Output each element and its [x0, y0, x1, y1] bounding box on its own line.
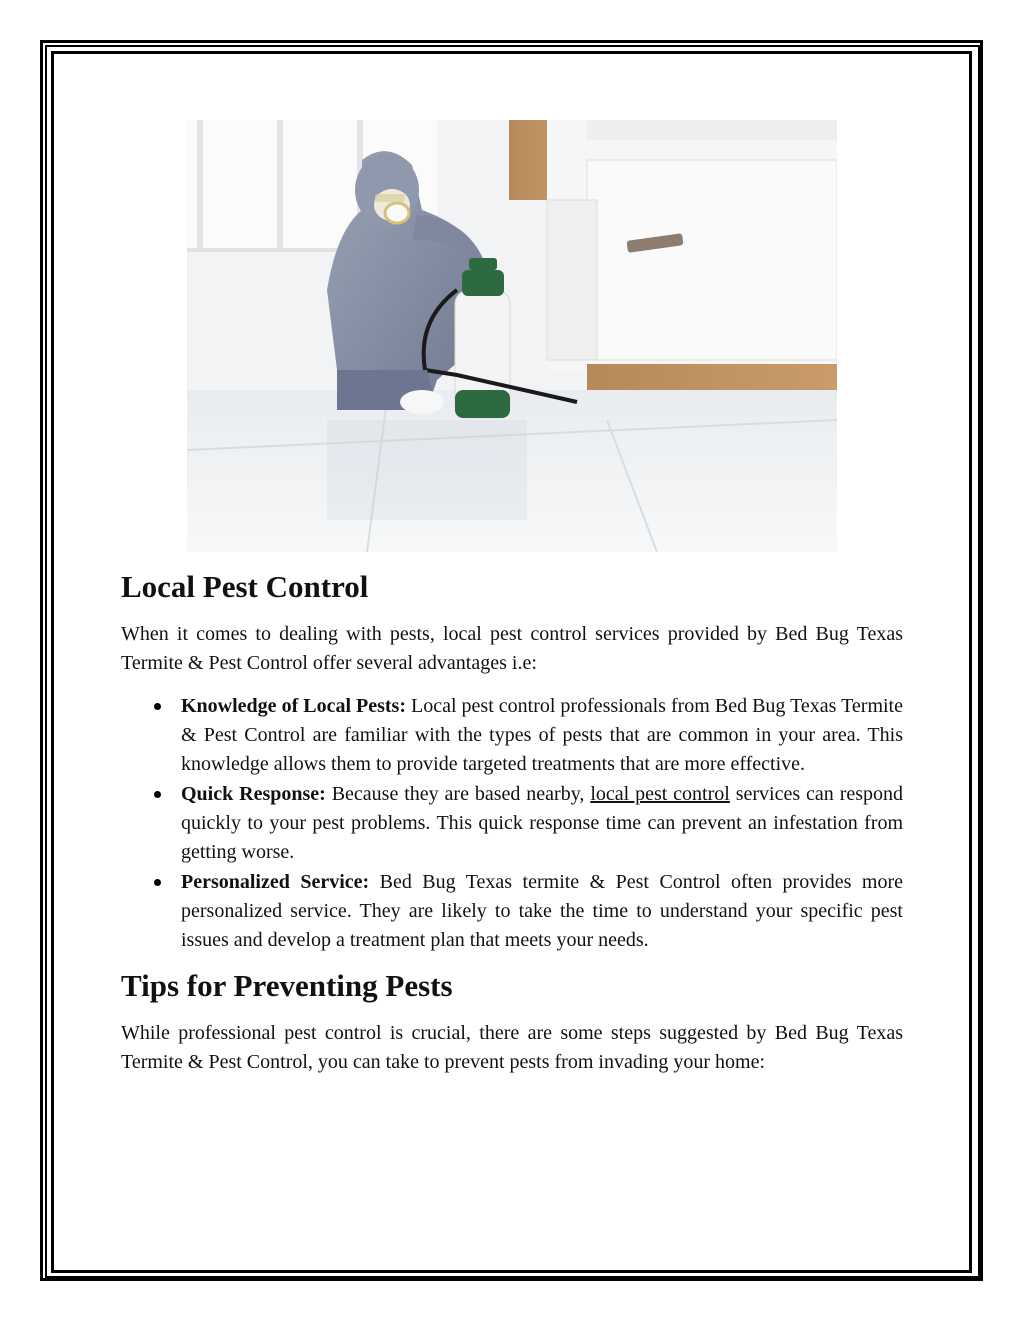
bullet-text: services can respond quickly to your pest problems. This quick response time can prevent an infestation from getting worse.	[181, 783, 904, 863]
bullet-text: Local pest control professionals from Bed Bug Texas Termite & Pest Control are familiar with the types of pests that are common in your area. This knowledge allows them to provide targeted treatments that are more effective.	[181, 695, 903, 775]
bullet-icon	[154, 703, 161, 710]
local-pest-control-link[interactable]: local pest control	[590, 783, 730, 805]
bullet-icon	[154, 791, 161, 798]
bullet-text: Because they are based nearby,	[325, 783, 591, 805]
local-pest-control-intro: When it comes to dealing with pests, local pest control services provided by Bed Bug Texas Termite & Pest Control offer several advantages i.e:	[121, 623, 903, 674]
bullet-lead: Knowledge of Local Pests:	[181, 695, 406, 717]
list-item	[181, 780, 903, 867]
advantages-list	[121, 692, 903, 955]
bullet-lead: Quick Response:	[181, 783, 326, 805]
list-item	[181, 692, 903, 779]
document-content	[121, 566, 903, 1091]
bullet-icon	[154, 879, 161, 886]
heading-local-pest-control: Local Pest Control	[121, 569, 369, 604]
tips-intro: While professional pest control is crucial, there are some steps suggested by Bed Bug Texas Termite & Pest Control, you can take to prevent pests from invading your home:	[121, 1022, 903, 1073]
bullet-lead: Personalized Service:	[181, 871, 370, 893]
bullet-text: Bed Bug Texas termite & Pest Control often provides more personalized service. They are likely to take the time to understand your specific pest issues and develop a treatment plan that meets your needs.	[181, 871, 903, 951]
list-item	[181, 868, 903, 955]
pest-control-worker-photo	[187, 120, 837, 552]
heading-tips-for-preventing-pests: Tips for Preventing Pests	[121, 968, 453, 1003]
